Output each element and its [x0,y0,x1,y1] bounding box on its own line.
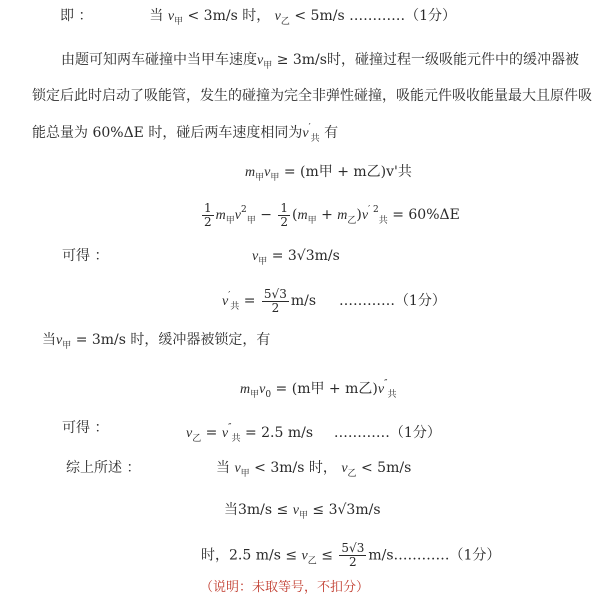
result-label-2: 可得 ： [62,420,109,436]
equation-energy: $\frac{1}{2}$ $m_甲v^2_甲$ − $\frac{1}{2}$ $(m_甲 + m_乙)v^{' 2}_共 = 60\%\Delta E$ [204,200,460,229]
line-1: 即 ： 当 $v_甲 < 3m/s$ 时， $v_乙 < 5m/s$ …………（1分） [60,8,456,27]
score-1: …………（1分） [349,8,456,24]
summary-line-3: 时，2.5 $m/s \le v_乙$ ≤ $\frac{5√3}{2}$ m/s…………（1分） [201,541,501,569]
label-ji: 即 ： [60,8,93,24]
note: （说明：未取等号，不扣分） [200,580,370,595]
equation-v-gong: $v'_共$ = $\frac{5√3}{2}$ m/s …………（1分） [222,286,446,315]
math-1: < 3m/s 时， [187,8,271,24]
equation-momentum-1: $m_甲v_甲 = (m$甲 + m乙)v'共 [245,164,412,183]
score-2: …………（1分） [338,293,446,309]
equation-momentum-2: $m_甲v_0 = (m$甲 + m乙)$v''_共$ [240,379,397,400]
paragraph-4: 当$v_甲 = 3m/s$ 时，缓冲器被锁定，有 [42,332,271,351]
equation-v-yi: $v_乙 = v''_共 = 2.5$ m/s …………（1分） [186,423,441,444]
equation-v-jia: $v_甲 = 3√3m/s$ [252,248,340,267]
text-dang: 当 [149,8,164,24]
summary-line-2: 当$3m/s \le v_甲 \le 3√3m/s$ [224,502,381,521]
paragraph-2: 锁定后此时启动了吸能管，发生的碰撞为完全非弹性碰撞，吸能元件吸收能量最大且原件吸 [32,88,592,104]
result-label-1: 可得 ： [62,248,109,264]
score-4: …………（1分） [393,547,501,564]
summary-label: 综上所述 ： [66,460,141,476]
paragraph-3: 能总量为 60%ΔE 时，碰后两车速度相同为$v'_共$ 有 [32,123,339,144]
summary-line-1: 当 $v_甲 < 3m/s$ 时， $v_乙 < 5m/s$ [216,460,412,479]
score-3: …………（1分） [333,425,441,441]
math-2: < 5m/s [294,8,345,24]
paragraph-1: 由题可知两车碰撞中当甲车速度$v_甲 \ge 3m/s$时，碰撞过程一级吸能元件中的缓冲器被 [61,52,579,71]
